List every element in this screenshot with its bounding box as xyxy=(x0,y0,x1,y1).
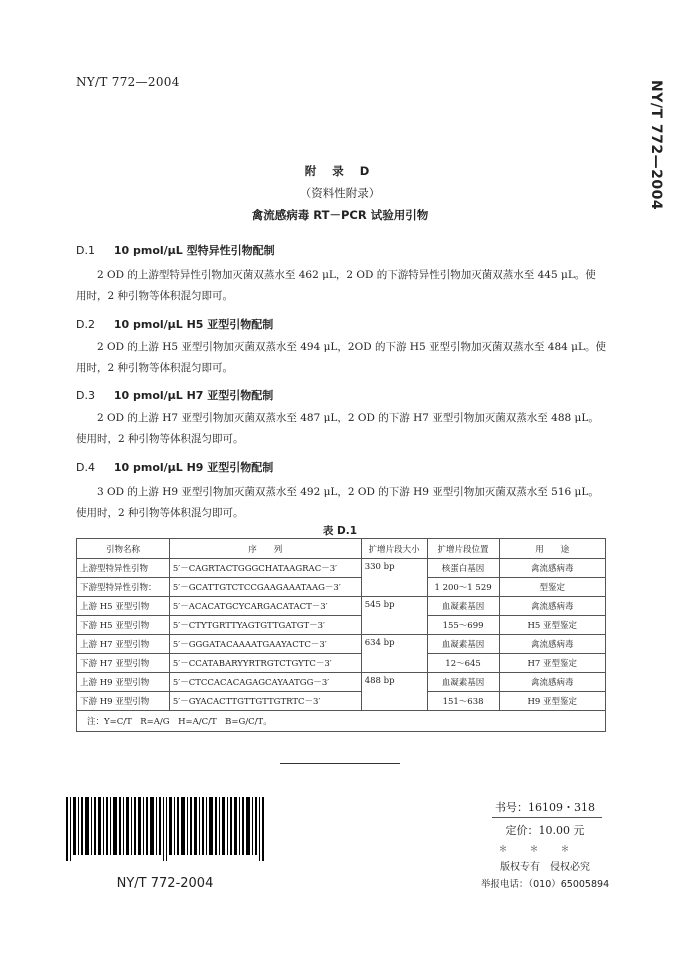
amplicon-range: 1 200～1 529 xyxy=(427,578,499,597)
table-row xyxy=(77,673,606,692)
section-title: 10 pmol/μL H7 亚型引物配制 xyxy=(113,389,274,402)
table-row xyxy=(77,692,606,711)
table-row xyxy=(77,597,606,616)
amplicon-gene: 血凝素基因 xyxy=(427,673,499,692)
amplicon-size: 545 bp xyxy=(361,597,427,635)
primer-sequence: 5′－CAGRTACTGGGCHATAAGRAC－3′ xyxy=(169,559,361,578)
primer-sequence: 5′－CTCCACACAGAGCAYAATGG－3′ xyxy=(169,673,361,692)
barcode-graphic xyxy=(66,797,264,861)
purpose-line2: H9 亚型鉴定 xyxy=(499,692,605,711)
primer-sequence: 5′－GYACACTTGTTGTTGTRTC－3′ xyxy=(169,692,361,711)
header-primer-name: 引物名称 xyxy=(77,539,170,559)
section-text-d3: 2 OD 的上游 H7 亚型引物加灭菌双蒸水至 487 μL，2 OD 的下游 H7 亚型引物加灭菌双蒸水至 488 μL。使用时，2 种引物等体积混匀即可。 xyxy=(76,412,599,445)
purpose-line1: 禽流感病毒 xyxy=(499,673,605,692)
amplicon-size: 634 bp xyxy=(361,635,427,673)
section-title: 10 pmol/μL H9 亚型引物配制 xyxy=(113,461,274,474)
report-phone: 举报电话：（010）65005894 xyxy=(480,879,610,890)
section-number: D.3 xyxy=(76,389,95,402)
copyright-notice: 版权专有 侵权必究 xyxy=(500,862,590,873)
standard-code-side-label: NY/T 772—2004 xyxy=(648,80,664,211)
purpose-line1: 禽流感病毒 xyxy=(499,635,605,654)
section-heading-d4 xyxy=(76,459,273,475)
primer-name: 下游 H9 亚型引物 xyxy=(77,692,170,711)
amplicon-gene: 核蛋白基因 xyxy=(427,559,499,578)
appendix-type: （资料性附录） xyxy=(299,186,381,200)
primer-name: 上游 H5 亚型引物 xyxy=(77,597,170,616)
header-amplicon-position: 扩增片段位置 xyxy=(427,539,499,559)
section-end-rule xyxy=(280,763,400,764)
primer-name: 上游 H9 亚型引物 xyxy=(77,673,170,692)
table-row xyxy=(77,616,606,635)
primer-sequence: 5′－GGGATACAAAATGAAYACTC－3′ xyxy=(169,635,361,654)
amplicon-range: 155～699 xyxy=(427,616,499,635)
primer-sequence: 5′－GCATTGTCTCCGAAGAAATAAG－3′ xyxy=(169,578,361,597)
table-row xyxy=(77,578,606,597)
purpose-line2: 型鉴定 xyxy=(499,578,605,597)
primer-name: 下游 H5 亚型引物 xyxy=(77,616,170,635)
table-header-row xyxy=(77,539,606,559)
header-sequence: 序 列 xyxy=(169,539,361,559)
section-heading-d3 xyxy=(76,387,273,403)
divider-line xyxy=(492,817,602,818)
primer-sequence: 5′－CTYTGRTTYAGTGTTGATGT－3′ xyxy=(169,616,361,635)
header-amplicon-size: 扩增片段大小 xyxy=(361,539,427,559)
table-row xyxy=(77,654,606,673)
amplicon-size: 488 bp xyxy=(361,673,427,711)
amplicon-range: 151～638 xyxy=(427,692,499,711)
purpose-line2: H7 亚型鉴定 xyxy=(499,654,605,673)
table-note: 注：Y=C/T R=A/G H=A/C/T B=G/C/T。 xyxy=(77,711,606,732)
primer-sequence: 5′－CCATABARYYRTRGTCTGYTC－3′ xyxy=(169,654,361,673)
amplicon-gene: 血凝素基因 xyxy=(427,635,499,654)
section-number: D.1 xyxy=(76,244,95,257)
table-row xyxy=(77,635,606,654)
section-number: D.4 xyxy=(76,461,95,474)
primer-name: 下游型特异性引物： xyxy=(77,578,170,597)
header-purpose: 用 途 xyxy=(499,539,605,559)
appendix-title-block xyxy=(0,160,680,226)
purpose-line1: 禽流感病毒 xyxy=(499,559,605,578)
primer-sequence: 5′－ACACATGCYCARGACATACT－3′ xyxy=(169,597,361,616)
section-title: 10 pmol/μL 型特异性引物配制 xyxy=(113,244,275,257)
amplicon-gene: 血凝素基因 xyxy=(427,597,499,616)
section-heading-d1 xyxy=(76,242,275,258)
primer-name: 下游 H7 亚型引物 xyxy=(77,654,170,673)
standard-code-header: NY/T 772—2004 xyxy=(76,75,180,89)
purpose-line1: 禽流感病毒 xyxy=(499,597,605,616)
purpose-line2: H5 亚型鉴定 xyxy=(499,616,605,635)
table-caption: 表 D.1 xyxy=(322,525,358,537)
section-title: 10 pmol/μL H5 亚型引物配制 xyxy=(113,318,274,331)
amplicon-size: 330 bp xyxy=(361,559,427,597)
primer-name: 上游 H7 亚型引物 xyxy=(77,635,170,654)
primer-name: 上游型特异性引物 xyxy=(77,559,170,578)
star-separator: ＊＊＊ xyxy=(498,845,592,855)
barcode-caption: NY/T 772-2004 xyxy=(116,876,214,891)
price: 定价：10.00 元 xyxy=(505,824,585,837)
section-number: D.2 xyxy=(76,318,95,331)
section-text-d4: 3 OD 的上游 H9 亚型引物加灭菌双蒸水至 492 μL，2 OD 的下游 H9 亚型引物加灭菌双蒸水至 516 μL。使用时，2 种引物等体积混匀即可。 xyxy=(76,486,599,519)
primer-table xyxy=(76,538,606,732)
section-text-d1: 2 OD 的上游型特异性引物加灭菌双蒸水至 462 μL，2 OD 的下游特异性引物加灭菌双蒸水至 445 μL。使用时，2 种引物等体积混匀即可。 xyxy=(76,269,596,302)
table-note-row xyxy=(77,711,606,732)
table-row xyxy=(77,559,606,578)
appendix-title: 附 录 D xyxy=(304,164,376,178)
section-heading-d2 xyxy=(76,316,273,332)
book-number: 书号：16109・318 xyxy=(495,801,595,814)
appendix-subject: 禽流感病毒 RT－PCR 试验用引物 xyxy=(251,208,429,222)
amplicon-range: 12～645 xyxy=(427,654,499,673)
section-text-d2: 2 OD 的上游 H5 亚型引物加灭菌双蒸水至 494 μL，2OD 的下游 H5 亚型引物加灭菌双蒸水至 484 μL。使用时，2 种引物等体积混匀即可。 xyxy=(76,341,606,374)
